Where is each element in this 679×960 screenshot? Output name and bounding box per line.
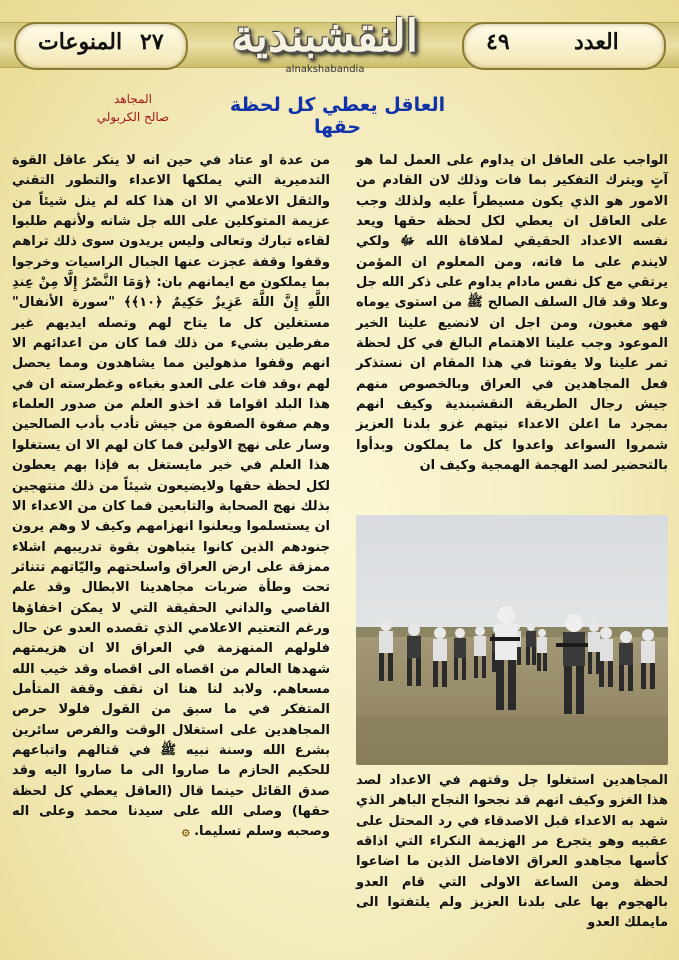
issue-label: العدد [574, 29, 619, 55]
article-photo [356, 515, 668, 765]
author-name: صالح الكربولي [96, 110, 170, 124]
mujahideen-photo-icon [356, 515, 668, 765]
page-header [0, 0, 679, 90]
article-author [88, 90, 178, 126]
paragraph: الواجب على العاقل ان يداوم على العمل لما هو آتٍ ويترك التفكير بما فات وذلك لان القادم من الامور هو الذي يكون مسيطراً عليه ولذلك وجب على العاقل ان يعطي لكل لحظة حقها ويعد نفسه الاعداد الحقيقي لملاقاة الله ﷻ ولكي لايندم على ما فاته، ومن المعلوم ان المؤمن يرتقي مع كل نفس مادام يداوم على ذكر الله جل وعلا وقد قال السلف الصالح ﷺ من استوى يوماه فهو مغبون، ومن اجل ان لانضيع علينا الخير الموعود وجب علينا الاهتمام البالغ في كل لحظة تمر علينا ولا يفوتنا في هذا المقام ان نستذكر فعل المجاهدين في العراق وبالخصوص منهم جيش رجال الطريقة النقشبندية وكيف انهم بمجرد ما اعلن الاعداء نيتهم غزو بلدنا العزيز شمروا السواعد واعدوا كل ما يملكون وبدأوا بالتحضير لصد الهجمة الهمجية وكيف ان [356, 153, 668, 474]
end-mark-icon: ۞ [181, 824, 190, 840]
author-title: المجاهد [114, 92, 152, 106]
page-number: ٢٧ [140, 29, 164, 55]
article-column-right-bottom [356, 771, 668, 946]
paragraph: المجاهدين استغلوا جل وقتهم في الاعداد لصد هذا الغزو وكيف انهم قد نجحوا النجاح الباهر الذي شهد به الاعداء قبل الاصدقاء في رد المحتل على عقبيه وهو يتجرع مر الهزيمة النكراء التي اذاقه كأسها مجاهدو العراق الافاضل الذين ما اضاعوا لحظة ومن الساعة الاولى التي قام العدو بالهجوم بها على بلدنا العزيز ولم يلتفتوا الى مايملك العدو [356, 773, 668, 931]
article-column-left [12, 151, 330, 941]
paragraph [12, 151, 330, 843]
issue-number: ٤٩ [486, 29, 510, 55]
article-column-right-top [356, 151, 668, 501]
logo-subtitle: alnakshabandia [285, 64, 365, 75]
paragraph-text: من عدة او عتاد في حين انه لا ينكر عاقل القوة التدميرية التي يملكها الاعداء والتطور التقني والثقل الاعلامي الا ان هذا كله لم ينل شيئاً من عزيمة المتوكلين على الله جل شانه ولأنهم طلبوا لقاءه تبارك وتعالى وليس يريدون سوى ذلك تراهم وقفوا وقفة عجزت عنها الجبال الراسيات وخرجوا بما يملكون مع ايمانهم بان: ﴿وَمَا النَّصْرُ إِلَّا مِنْ عِندِ اللَّهِ إِنَّ اللَّهَ عَزِيزٌ حَكِيمٌ ﴿١٠﴾﴾ "سورة الأنفال" مستغلين كل ما يتاح لهم وتصله ايديهم غير مفرطين بشيء من ذلك فما كان من اعدائهم الا انهم وقفوا مذهولين مما يشاهدون ومما يحصل لهم ،وقد فات على العدو بغباءه وغطرسته ان في هذا البلد اقواما قد اخذو العلم من صدور العلماء وهم صفوة الصفوة من جيش تأدب بأدب الصالحين وسار على نهج الاولين فما كان لهم الا ان يستغلوا هذا العلم في خير مايستغل به فإذا بهم يعطون لكل لحظة حقها ولايضيعون شيئاً من ذلك منتهجين بذلك نهج الصحابة والتابعين فما كان من الاعداء الا ان يستسلموا ويعلنوا انهزامهم وكيف لا وهم يرون جنودهم الذين كانوا يتباهون بقوة تدريبهم اشلاء ممزقة على ارض العراق واسلحتهم واليّاتهم تتناثر تحت وطأة ضربات مجاهدينا الابطال وقد علم القاصي والداني الحقيقة التي لا يمكن اخفاؤها ورغم التعتيم الاعلامي الذي تقصده العدو عن حال فلولهم المنهزمة في العراق الا ان هزيمتهم شهدها العالم من اقصاه الى اقصاه وقد خيب الله مسعاهم. ولابد لنا هنا ان نقف وقفة المتأمل المتفكر في ما سبق من القول فلولا حرص المجاهدين على استغلال الوقت والفرص سائرين بشرع الله وسنة نبيه ﷺ في قتالهم واتباعهم للحكيم الحازم ما صاروا الى ما صاروا اليه وقد صدق القائل حينما قال (العاقل يعطي كل لحظة حقها) وصلى الله على سيدنا محمد وعلى اله وصحبه وسلم تسليما. [12, 153, 330, 840]
article-title: العاقل يعطي كل لحظة حقها [229, 94, 446, 138]
logo-text: النقشبندية [232, 11, 418, 62]
magazine-logo [200, 8, 450, 78]
section-label: المنوعات [38, 29, 123, 55]
